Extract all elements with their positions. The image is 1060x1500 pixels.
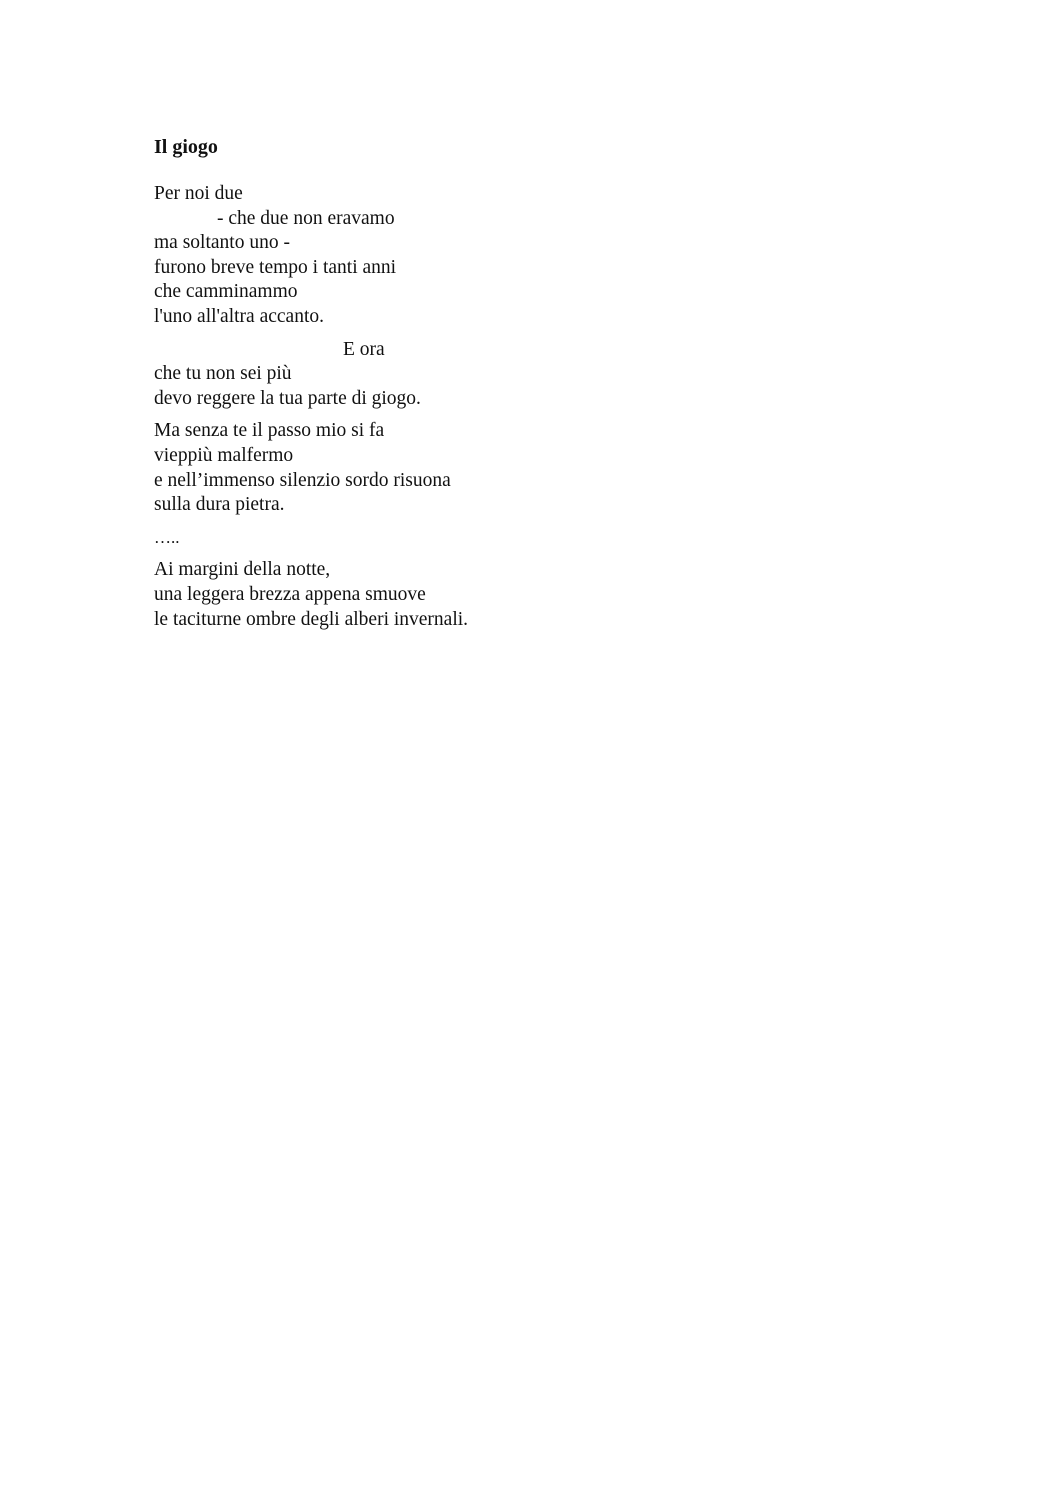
stanza-break — [154, 526, 914, 551]
poem-title: Il giogo — [154, 136, 218, 158]
ellipsis-separator: ….. — [154, 527, 180, 547]
poem-line: Ma senza te il passo mio si fa — [154, 420, 385, 442]
stanza-1 — [154, 182, 914, 330]
poem — [154, 134, 914, 640]
poem-line: che camminammo — [154, 281, 298, 303]
poem-line: e nell’immenso silenzio sordo risuona — [154, 469, 451, 491]
poem-line: devo reggere la tua parte di giogo. — [154, 387, 421, 409]
poem-line: che tu non sei più — [154, 363, 292, 385]
poem-line: E ora — [343, 338, 385, 360]
stanza-4 — [154, 558, 914, 632]
poem-line: - che due non eravamo — [217, 207, 395, 229]
poem-line: ma soltanto uno - — [154, 232, 290, 254]
poem-line: l'uno all'altra accanto. — [154, 305, 324, 327]
stanza-3 — [154, 419, 914, 517]
poem-line: furono breve tempo i tanti anni — [154, 256, 397, 278]
poem-line: le taciturne ombre degli alberi invernali. — [154, 608, 469, 630]
stanza-2 — [154, 338, 914, 412]
poem-line: Ai margini della notte, — [154, 559, 331, 581]
poem-line: vieppiù malfermo — [154, 444, 294, 466]
poem-line: una leggera brezza appena smuove — [154, 583, 426, 605]
poem-line: Per noi due — [154, 183, 243, 204]
poem-line: sulla dura pietra. — [154, 494, 285, 516]
